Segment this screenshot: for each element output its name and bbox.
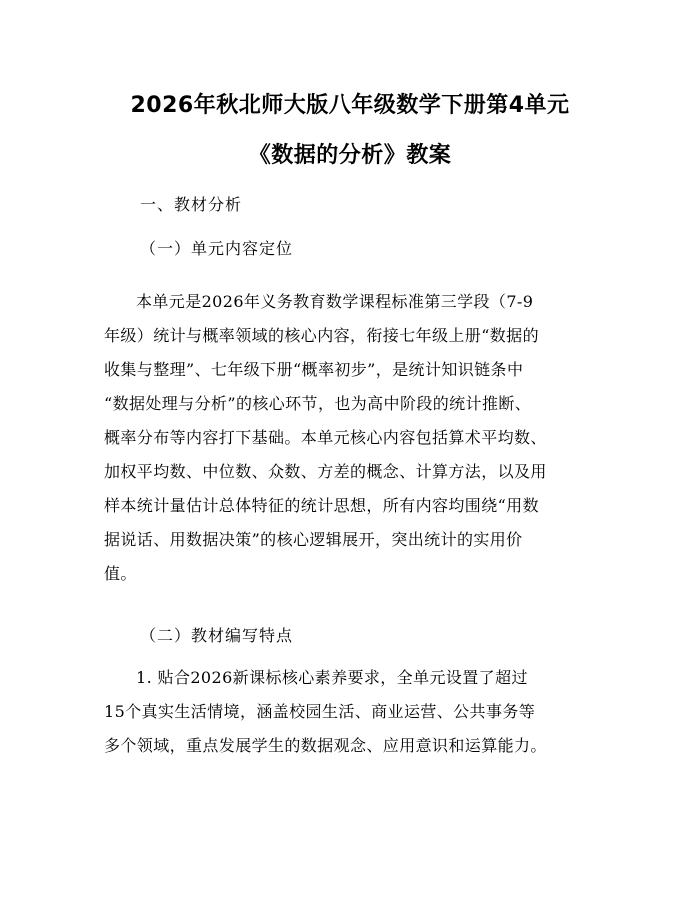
- paragraph-line: 收集与整理”、七年级下册“概率初步”，是统计知识链条中: [104, 360, 524, 379]
- subsection-heading-material-features: （二）教材编写特点: [140, 626, 294, 645]
- document-title-line-1: 2026年秋北师大版八年级数学下册第4单元: [130, 93, 570, 118]
- paragraph-line: 多个领域，重点发展学生的数据观念、应用意识和运算能力。: [104, 736, 547, 755]
- section-heading-teaching-material-analysis: 一、教材分析: [140, 195, 243, 214]
- paragraph-line: 本单元是2026年义务教育数学课程标准第三学段（7-9: [136, 292, 534, 311]
- paragraph-line: 加权平均数、中位数、众数、方差的概念、计算方法，以及用: [104, 462, 547, 481]
- paragraph-line: 值。: [104, 564, 137, 583]
- subsection-heading-unit-positioning: （一）单元内容定位: [140, 239, 294, 258]
- paragraph-line: 1. 贴合2026新课标核心素养要求，全单元设置了超过: [136, 668, 528, 687]
- paragraph-material-features: [104, 661, 604, 763]
- paragraph-line: 概率分布等内容打下基础。本单元核心内容包括算术平均数、: [104, 428, 547, 447]
- document-title-line-2: 《数据的分析》教案: [248, 143, 452, 168]
- paragraph-line: 年级）统计与概率领域的核心内容，衔接七年级上册“数据的: [104, 326, 539, 345]
- paragraph-unit-positioning: [104, 285, 604, 591]
- paragraph-line: 据说话、用数据决策”的核心逻辑展开，突出统计的实用价: [104, 530, 523, 549]
- paragraph-line: “数据处理与分析”的核心环节，也为高中阶段的统计推断、: [104, 394, 532, 413]
- paragraph-line: 15个真实生活情境，涵盖校园生活、商业运营、公共事务等: [104, 702, 536, 721]
- paragraph-line: 样本统计量估计总体特征的统计思想，所有内容均围绕“用数: [104, 496, 539, 515]
